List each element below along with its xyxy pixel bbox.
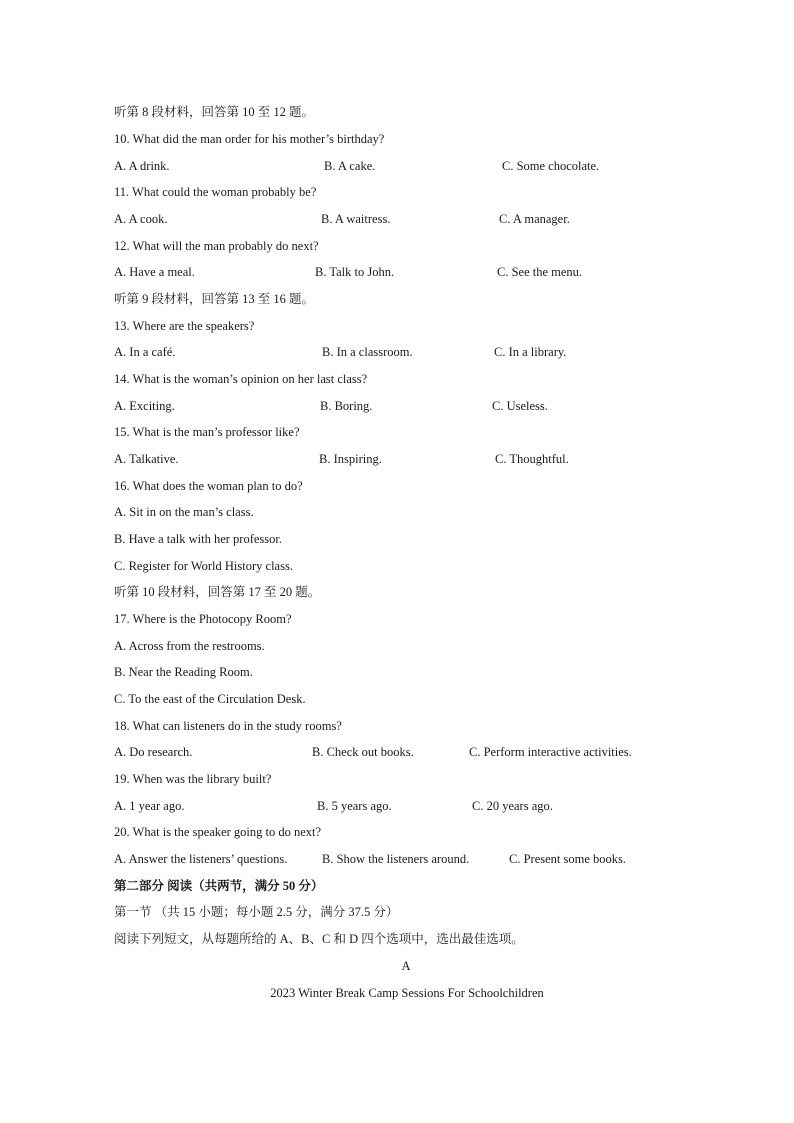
option-14c: C. Useless. [492, 399, 548, 413]
question-16: 16. What does the woman plan to do? [114, 479, 303, 493]
option-17a: A. Across from the restrooms. [114, 639, 265, 653]
passage-title: 2023 Winter Break Camp Sessions For Schoolchildren [270, 986, 544, 1000]
question-14: 14. What is the woman’s opinion on her last class? [114, 372, 368, 386]
option-13b: B. In a classroom. [322, 345, 413, 359]
option-11b: B. A waitress. [321, 212, 391, 226]
option-19a: A. 1 year ago. [114, 799, 185, 813]
option-14a: A. Exciting. [114, 399, 175, 413]
question-20: 20. What is the speaker going to do next? [114, 825, 322, 839]
option-10c: C. Some chocolate. [502, 159, 600, 173]
option-20a: A. Answer the listeners’ questions. [114, 852, 288, 866]
section-10-heading: 听第 10 段材料，回答第 17 至 20 题。 [114, 585, 321, 599]
option-20b: B. Show the listeners around. [322, 852, 470, 866]
part-2-heading: 第二部分 阅读（共两节，满分 50 分） [114, 879, 324, 893]
option-19b: B. 5 years ago. [317, 799, 392, 813]
option-19c: C. 20 years ago. [472, 799, 553, 813]
question-15: 15. What is the man’s professor like? [114, 425, 300, 439]
option-18c: C. Perform interactive activities. [469, 745, 632, 759]
reading-instructions: 阅读下列短文，从每题所给的 A、B、C 和 D 四个选项中，选出最佳选项。 [114, 932, 524, 946]
option-15a: A. Talkative. [114, 452, 179, 466]
option-16b: B. Have a talk with her professor. [114, 532, 283, 546]
question-17: 17. Where is the Photocopy Room? [114, 612, 292, 626]
option-12a: A. Have a meal. [114, 265, 195, 279]
question-13: 13. Where are the speakers? [114, 319, 255, 333]
option-17c: C. To the east of the Circulation Desk. [114, 692, 306, 706]
option-11c: C. A manager. [499, 212, 570, 226]
option-14b: B. Boring. [320, 399, 373, 413]
option-13a: A. In a café. [114, 345, 176, 359]
question-12: 12. What will the man probably do next? [114, 239, 319, 253]
question-11: 11. What could the woman probably be? [114, 185, 317, 199]
option-18b: B. Check out books. [312, 745, 414, 759]
option-12c: C. See the menu. [497, 265, 583, 279]
option-18a: A. Do research. [114, 745, 193, 759]
question-19: 19. When was the library built? [114, 772, 272, 786]
option-10a: A. A drink. [114, 159, 170, 173]
option-15b: B. Inspiring. [319, 452, 382, 466]
option-15c: C. Thoughtful. [495, 452, 569, 466]
section-8-heading: 听第 8 段材料，回答第 10 至 12 题。 [114, 105, 315, 119]
passage-letter: A [401, 959, 411, 973]
option-10b: B. A cake. [324, 159, 376, 173]
section-1-heading: 第一节 （共 15 小题；每小题 2.5 分，满分 37.5 分） [114, 905, 399, 919]
option-13c: C. In a library. [494, 345, 567, 359]
option-17b: B. Near the Reading Room. [114, 665, 253, 679]
option-12b: B. Talk to John. [315, 265, 395, 279]
question-10: 10. What did the man order for his mother’s birthday? [114, 132, 385, 146]
option-16c: C. Register for World History class. [114, 559, 293, 573]
section-9-heading: 听第 9 段材料，回答第 13 至 16 题。 [114, 292, 315, 306]
option-20c: C. Present some books. [509, 852, 627, 866]
option-11a: A. A cook. [114, 212, 168, 226]
question-18: 18. What can listeners do in the study rooms? [114, 719, 342, 733]
option-16a: A. Sit in on the man’s class. [114, 505, 254, 519]
